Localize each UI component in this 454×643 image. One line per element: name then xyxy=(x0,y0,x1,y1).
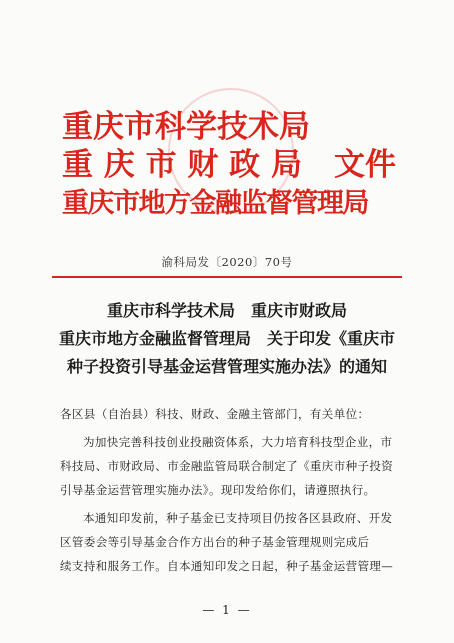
notice-title-line-3: 种子投资引导基金运营管理实施办法》的通知 xyxy=(66,357,387,376)
body-line-addressee: 各区县（自治县）科技、财政、金融主管部门，有关单位： xyxy=(60,407,370,421)
notice-title-line-2: 重庆市地方金融监督管理局 关于印发《重庆市 xyxy=(58,329,395,348)
page-number: — 1 — xyxy=(202,603,252,617)
body-line: 本通知印发前，种子基金已支持项目仍按各区县政府、开发 xyxy=(83,511,393,525)
document-number: 渝科局发〔2020〕70号 xyxy=(161,255,293,269)
body-line: 引导基金运营管理实施办法》。现印发给你们，请遵照执行。 xyxy=(60,483,376,497)
body-line: 为加快完善科技创业投融资体系，大力培育科技型企业，市 xyxy=(83,435,393,449)
notice-title-line-1: 重庆市科学技术局 重庆市财政局 xyxy=(106,301,347,320)
issuer-line-3: 重庆市地方金融监督管理局 xyxy=(62,188,368,219)
red-divider-line xyxy=(52,276,402,278)
issuer-line-2-name: 重 庆 市 财 政 局 xyxy=(62,147,302,183)
issuer-line-1: 重庆市科学技术局 xyxy=(62,109,310,145)
body-line: 科技局、市财政局、市金融监管局联合制定了《重庆市种子投资 xyxy=(60,459,394,473)
issuer-line-2 xyxy=(62,147,396,183)
body-line: 区管委会等引导基金合作方出台的种子基金管理规则完成后 xyxy=(60,535,370,549)
issuer-doc-label: 文件 xyxy=(334,147,396,183)
body-line: 续支持和服务工作。自本通知印发之日起，种子基金运营管理— xyxy=(60,559,394,573)
